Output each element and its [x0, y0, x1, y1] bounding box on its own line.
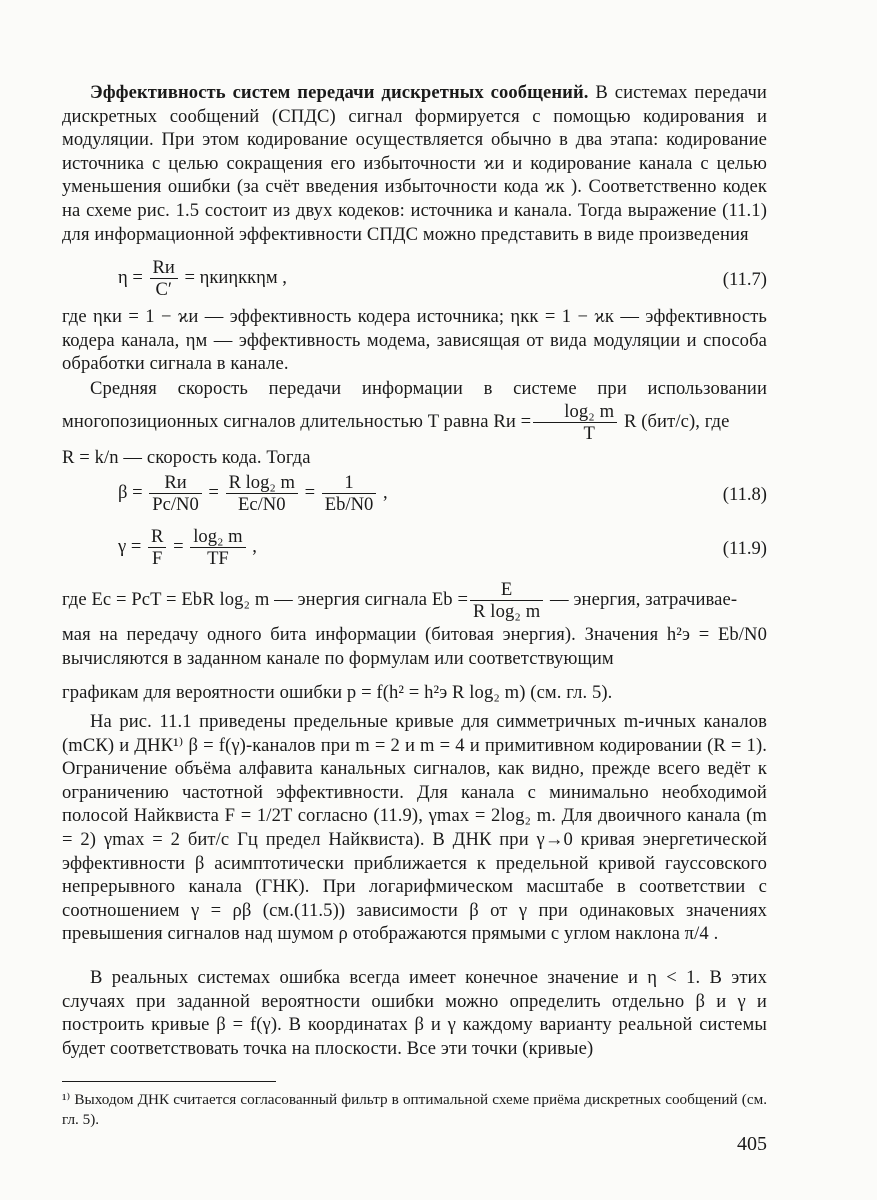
- eq-11-8-f3-denominator: Eb/N0: [324, 494, 374, 515]
- eq-11-9-f2-numerator: log₂ m: [190, 526, 245, 548]
- eq-11-7-rhs: = ηкиηккηм ,: [184, 266, 287, 288]
- section-heading: Эффективность систем передачи дискретных сообщений.: [90, 82, 589, 103]
- equation-11-7: [118, 257, 287, 300]
- footnote-divider: [62, 1081, 276, 1082]
- equation-number-11-7: (11.7): [722, 269, 767, 290]
- eq-11-7-numerator: Rи: [150, 257, 178, 279]
- para3-rate-fraction: [533, 401, 617, 444]
- eq-11-7-lhs: η =: [118, 266, 143, 288]
- eq-11-9-f2-denominator: TF: [207, 548, 229, 569]
- para3-text-b: R (бит/с), где: [623, 410, 730, 432]
- paragraph-average-rate: [62, 377, 767, 444]
- eq-11-7-denominator: C′: [155, 279, 172, 300]
- page-number: 405: [737, 1133, 767, 1155]
- footnote: ¹⁾ Выходом ДНК считается согласованный фильтр в оптимальной схеме приёма дискретных сообщений (см. гл. 5).: [62, 1091, 767, 1128]
- paragraph-energy: [62, 579, 767, 622]
- eq-11-8-fraction-1: [149, 472, 201, 515]
- eq-11-8-f2-numerator: R log₂ m: [226, 472, 298, 494]
- eq-11-9-f1-denominator: F: [152, 548, 163, 569]
- para4-text-b: — энергия, затрачивае-: [550, 588, 738, 610]
- eq-11-8-f2-denominator: Ec/N0: [238, 494, 286, 515]
- paragraph-error-probability: графикам для вероятности ошибки p = f(h² = h²э R log₂ m) (см. гл. 5).: [62, 682, 613, 703]
- eq-11-9-fraction-1: [148, 526, 166, 569]
- equation-number-11-9: (11.9): [722, 538, 767, 559]
- eq-11-9-f1-numerator: R: [148, 526, 166, 548]
- eq-11-8-fraction-3: [322, 472, 377, 515]
- para3-rate-lhs: Rи =: [493, 410, 532, 432]
- paragraph-intro-text: В системах передачи дискретных сообщений (СПДС) сигнал формируется с помощью кодирования и модуляции. При этом кодирование осуществляется обычно в два этапа: кодирование источника с целью сокращения его избыточности ϰи и кодирование канала с целью уменьшения ошибки (за счёт введения избыточности кода ϰк ). Соответственно кодек на схеме рис. 1.5 состоит из двух кодеков: источника и канала. Тогда выражение (11.1) для информационной эффективности СПДС можно представить в виде произведения: [62, 82, 767, 245]
- paragraph-efficiency-definitions: где ηки = 1 − ϰи — эффективность кодера источника; ηкк = 1 − ϰк — эффективность кодера канала, ηм — эффективность модема, зависящая от вида модуляции и способа обработки сигнала в канале.: [62, 306, 767, 375]
- para3-text-a: Средняя скорость передачи информации в системе при использовании многопозиционных сигналов длительностью T равна: [62, 378, 767, 432]
- equation-11-8: β = $\frac{Rи}{Pc/N0}$ = $\frac{\text{R log₂ m}}{Ec/N0}$ = $\frac{1}{Eb/N0}$ ,: [118, 472, 388, 515]
- eq-11-8-lhs: β =: [118, 481, 143, 503]
- para4-energy-lhs: Eb =: [431, 588, 469, 610]
- equation-11-9: γ = $\frac{R}{F}$ = $\frac{\text{log₂ m}}{TF}$ ,: [118, 526, 257, 569]
- paragraph-real-systems: В реальных системах ошибка всегда имеет конечное значение и η < 1. В этих случаях при заданной вероятности ошибки можно определить отдельно β и γ и построить кривые β = f(γ). В координатах β и γ каждому варианту реальной системы будет соответствовать точка на плоскости. Все эти точки (кривые): [62, 967, 767, 1059]
- eq-11-8-f1-numerator: Rи: [149, 472, 201, 494]
- eq-11-8-f3-numerator: 1: [322, 472, 377, 494]
- para4-text-a: где Ec = PcT = EbR log₂ m — энергия сигнала: [62, 588, 428, 610]
- para4-energy-numerator: E: [470, 579, 543, 601]
- eq-11-9-fraction-2: [190, 526, 245, 569]
- para4-energy-denominator: R log₂ m: [473, 601, 541, 622]
- paragraph-intro: [62, 81, 767, 246]
- paragraph-limit-curves: На рис. 11.1 приведены предельные кривые для симметричных m-ичных каналов (mСК) и ДНК¹⁾ β = f(γ)-каналов при m = 2 и m = 4 и примитивном кодировании (R = 1). Ограничение объёма алфавита канальных сигналов, как видно, прежде всего ведёт к ограничению частотной эффективности. Для канала с минимально необходимой полосой Найквиста F = 1/2T согласно (11.9), γmax = 2log₂ m. Для двоичного канала (m = 2) γmax = 2 бит/с Гц предел Найквиста). В ДНК при γ→0 кривая энергетической эффективности β асимптотически приближается к предельной кривой гауссовского непрерывного канала (ГНК). При логарифмическом масштабе в соответствии с соотношением γ = ρβ (см.(11.5)) зависимости β от γ при одинаковых значениях превышения сигналов над шумом ρ отображаются прямыми с углом наклона π/4 .: [62, 711, 767, 945]
- eq-11-7-fraction: [150, 257, 178, 300]
- eq-11-8-fraction-2: [226, 472, 298, 515]
- paragraph-energy-continued: мая на передачу одного бита информации (битовая энергия). Значения h²э = Eb/N0 вычисляются в заданном канале по формулам или соответствующим: [62, 624, 767, 669]
- para3-rate-denominator: T: [583, 422, 595, 444]
- eq-11-8-f1-denominator: Pc/N0: [152, 494, 199, 515]
- para3-rate-numerator: log₂ m: [533, 401, 617, 423]
- paragraph-code-rate: R = k/n — скорость кода. Тогда: [62, 447, 311, 468]
- eq-11-9-lhs: γ =: [118, 535, 142, 557]
- equation-number-11-8: (11.8): [722, 484, 767, 505]
- para4-energy-fraction: [470, 579, 543, 622]
